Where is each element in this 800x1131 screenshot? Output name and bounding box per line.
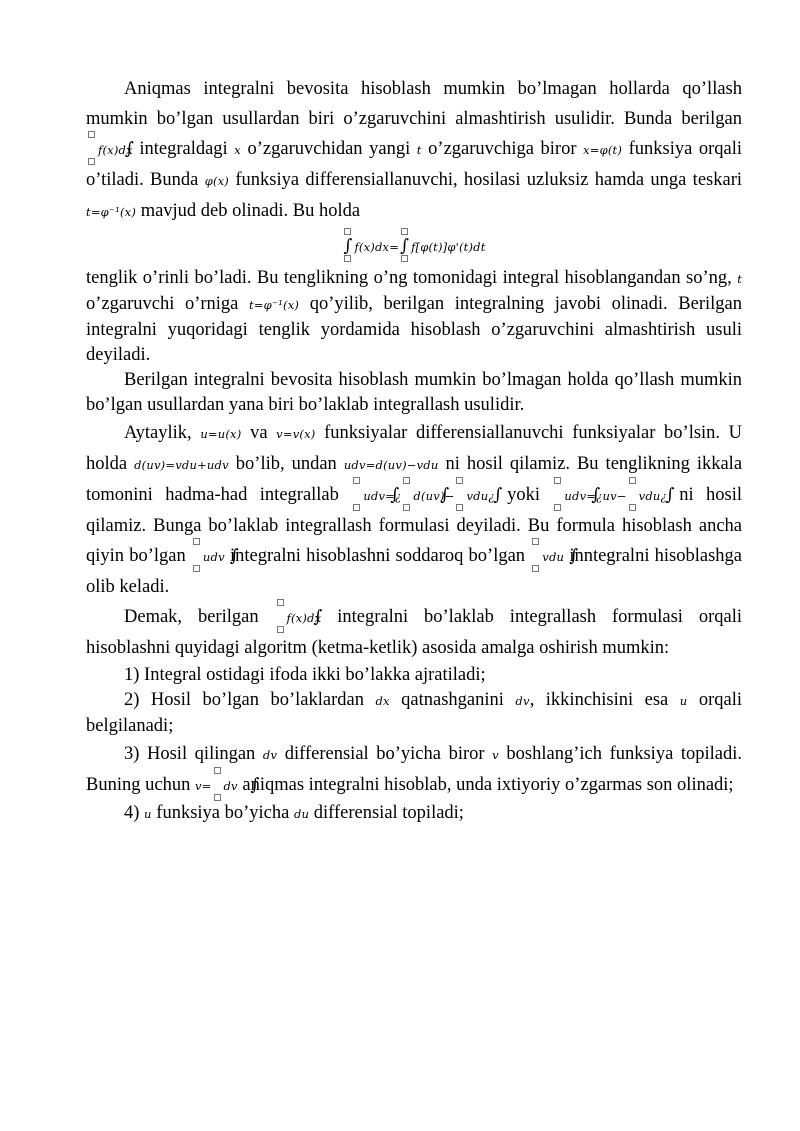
math-inline	[530, 550, 564, 564]
text: Berilgan integralni bevosita hisoblash mumkin bo’lmagan holda qo’llash mumkin bo’lgan usullardan yana biri bo’laklab integrallash usulidir.	[86, 370, 742, 415]
paragraph-parts-derivation	[86, 418, 742, 602]
math-expr: udv=¿	[363, 489, 402, 503]
text: 3) Hosil qilingan	[124, 744, 256, 764]
math-expr: f(x)dx	[98, 143, 133, 157]
math-expr: f(x)dx=	[354, 240, 400, 254]
math-expr: udv	[202, 550, 225, 564]
integral-sign-icon	[351, 484, 361, 506]
math-inline	[275, 611, 322, 625]
math-expr: d(uv)−	[413, 489, 455, 503]
math-inline: u	[144, 807, 152, 821]
math-display	[342, 240, 485, 254]
text: o’zgaruvchidan yangi	[247, 139, 411, 159]
text: ni hosil qilamiz. Bu tenglikning ikkala tomonini hadma-had integrallab	[86, 454, 743, 505]
math-expr: v=	[194, 779, 212, 793]
math-expr: dv	[223, 779, 238, 793]
math-inline: t=φ⁻¹(x)	[249, 298, 300, 312]
text: integralni bo’laklab integrallash formulasi orqali hisoblashni quyidagi algoritm (ketma-ketlik) asosida amalga oshirish mumkin:	[86, 607, 742, 658]
math-expr: f[φ(t)]φ'(t)dt	[411, 240, 486, 254]
math-inline: x	[234, 143, 241, 157]
math-expr: vdu	[542, 550, 565, 564]
text: 1) Integral ostidagi ifoda ikki bo’lakka ajratiladi;	[124, 665, 486, 685]
math-inline	[351, 489, 494, 503]
text: qatnashganini	[401, 690, 504, 710]
math-inline	[552, 489, 666, 503]
text: funksiya orqali o’tiladi. Bunda	[86, 139, 743, 190]
integral-sign-icon	[401, 484, 411, 506]
text: bo’lib, undan	[235, 454, 337, 474]
math-inline: dx	[375, 694, 390, 708]
integral-sign-icon	[530, 545, 540, 567]
paragraph-parts-intro	[86, 368, 742, 418]
algorithm-step-3	[86, 739, 742, 801]
math-expr: vdu¿	[638, 489, 667, 503]
text: differensial topiladi;	[313, 803, 464, 823]
math-inline	[191, 550, 225, 564]
text: o’zgaruvchiga biror	[428, 139, 577, 159]
text: 2) Hosil bo’lgan bo’laklardan	[124, 690, 364, 710]
text: boshlang’ich funksiya topiladi. Buning uchun	[86, 744, 743, 795]
math-inline: v	[492, 748, 499, 762]
text: yoki	[507, 485, 540, 505]
integral-sign-icon	[191, 545, 201, 567]
text: ni hosil qilamiz. Bunga bo’laklab integrallash formulasi deyiladi. Bu formula hisoblash ancha qiyin bo’lgan	[86, 485, 743, 566]
algorithm-step-1	[86, 663, 742, 688]
text: funksiyalar differensiallanuvchi funksiyalar bo’lsin. U holda	[86, 423, 743, 474]
document-body	[86, 74, 742, 827]
math-inline	[86, 143, 133, 157]
paragraph-substitution-result	[86, 266, 742, 368]
text: tenglik o’rinli bo’ladi. Bu tenglikning o’ng tomonidagi integral hisoblangandan so’ng,	[86, 268, 732, 288]
substitution-formula	[86, 233, 742, 260]
algorithm-step-4	[86, 801, 742, 827]
integral-sign-icon	[627, 484, 637, 506]
math-inline	[195, 779, 238, 793]
math-inline: v=v(x)	[276, 427, 316, 441]
math-inline: dv	[515, 694, 530, 708]
math-inline: x=φ(t)	[583, 143, 623, 157]
math-inline: t	[737, 272, 743, 286]
text: inntegralni hisoblashga olib keladi.	[86, 546, 742, 597]
paragraph-algorithm-intro	[86, 602, 742, 663]
text: orqali belgilanadi;	[86, 690, 742, 736]
text: funksiya differensiallanuvchi, hosilasi uzluksiz hamda unga teskari	[235, 170, 742, 190]
paragraph-substitution-intro	[86, 74, 742, 227]
math-inline: u=u(x)	[200, 427, 242, 441]
math-inline: t	[416, 143, 422, 157]
math-inline: dv	[262, 748, 278, 762]
text: , ikkinchisini esa	[529, 690, 669, 710]
text: integraldagi	[139, 139, 228, 159]
text: differensial bo’yicha biror	[284, 744, 485, 764]
math-expr: f(x)dx	[286, 611, 322, 625]
text: va	[250, 423, 268, 443]
math-inline: u	[679, 694, 688, 708]
integral-sign-icon	[275, 606, 285, 628]
math-inline: udv=d(uv)−vdu	[343, 458, 439, 472]
integral-sign-icon	[552, 484, 562, 506]
text: mavjud deb olinadi. Bu holda	[140, 201, 361, 221]
text: o’zgaruvchi o’rniga	[86, 294, 239, 314]
text: Aniqmas integralni bevosita hisoblash mumkin bo’lmagan hollarda qo’llash mumkin bo’lgan usullardan biri o’zgaruvchini almashtirish usulidir. Bunda berilgan	[86, 79, 742, 129]
integral-sign-icon	[86, 138, 96, 160]
text: Aytaylik,	[124, 423, 192, 443]
text: 4)	[124, 803, 140, 823]
text: qo’yilib, berilgan integralning javobi olinadi. Berilgan integralni yuqoridagi tenglik yordamida hisoblash o’zgaruvchini almashtirish usuli deyiladi.	[86, 294, 742, 365]
text: aniqmas integralni hisoblab, unda ixtiyoriy o’zgarmas son olinadi;	[242, 775, 734, 795]
math-inline: du	[293, 807, 310, 821]
integral-sign-icon	[212, 774, 222, 796]
integral-sign-icon	[342, 235, 352, 257]
math-inline: d(uv)=vdu+udv	[134, 458, 229, 472]
math-inline: φ(x)	[204, 174, 229, 188]
text: integralni hisoblashni soddaroq bo’lgan	[229, 546, 526, 566]
text: Demak, berilgan	[124, 607, 259, 627]
math-inline: t=φ⁻¹(x)	[86, 205, 137, 219]
math-expr: vdu¿	[466, 489, 495, 503]
integral-sign-icon	[454, 484, 464, 506]
math-expr: udv=¿uv−	[564, 489, 627, 503]
integral-sign-icon	[399, 235, 409, 257]
text: funksiya bo’yicha	[156, 803, 290, 823]
algorithm-step-2	[86, 688, 742, 739]
